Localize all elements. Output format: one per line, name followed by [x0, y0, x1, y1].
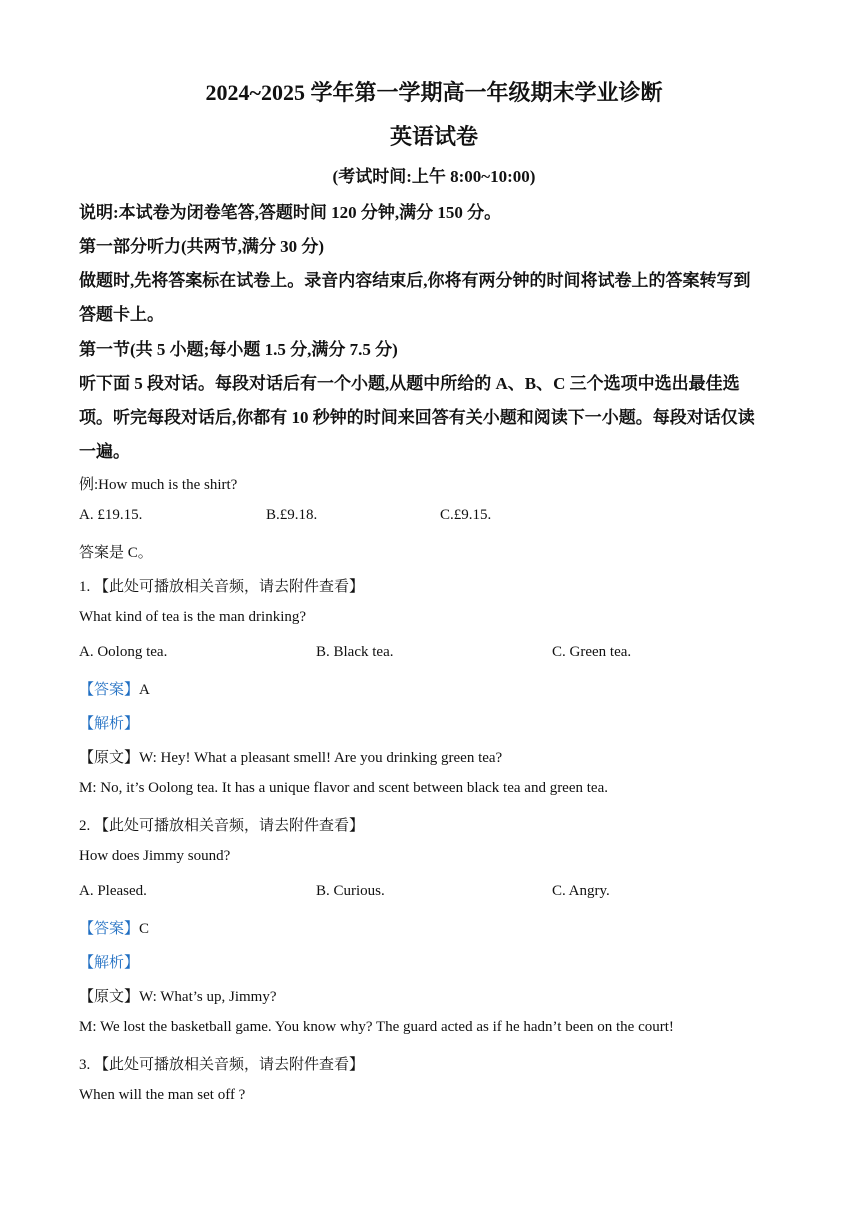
- exam-time: (考试时间:上午 8:00~10:00): [332, 167, 536, 186]
- question-2-answer: [79, 917, 784, 938]
- question-1-text: What kind of tea is the man drinking?: [79, 609, 307, 625]
- question-3-audio-header: 3. 【此处可播放相关音频，请去附件查看】: [79, 1057, 365, 1073]
- question-1-audio-header: 1. 【此处可播放相关音频，请去附件查看】: [79, 579, 365, 595]
- part1-description-line-2: 答题卡上。: [79, 305, 164, 324]
- exam-title: 2024~2025 学年第一学期高一年级期末学业诊断: [205, 80, 663, 105]
- exam-subject: 英语试卷: [389, 124, 478, 149]
- question-2-analysis-label: 【解析】: [79, 955, 140, 971]
- question-2-transcript-line-1: [79, 985, 784, 1006]
- example-option-b: B.£9.18.: [266, 507, 318, 523]
- example-answer: 答案是 C。: [79, 545, 153, 561]
- question-1-transcript-line-1: [79, 746, 784, 767]
- question-2-option-a: A. Pleased.: [79, 883, 147, 899]
- part1-title: 第一部分听力(共两节,满分 30 分): [79, 237, 325, 256]
- question-1-option-c: C. Green tea.: [552, 644, 632, 660]
- answer-label: 【答案】: [79, 682, 140, 698]
- transcript-label: 【原文】: [79, 750, 140, 766]
- exam-note: 说明:本试卷为闭卷笔答,答题时间 120 分钟,满分 150 分。: [79, 203, 502, 222]
- question-1-option-a: A. Oolong tea.: [79, 644, 168, 660]
- question-1-analysis-label: 【解析】: [79, 716, 140, 732]
- example-question: 例:How much is the shirt?: [79, 477, 238, 493]
- section1-title: 第一节(共 5 小题;每小题 1.5 分,满分 7.5 分): [79, 340, 398, 359]
- answer-value: A: [139, 682, 150, 698]
- example-option-c: C.£9.15.: [440, 507, 492, 523]
- question-2-option-c: C. Angry.: [552, 883, 610, 899]
- transcript-text: W: Hey! What a pleasant smell! Are you drinking green tea?: [139, 750, 503, 766]
- question-1-transcript-line-2: M: No, it’s Oolong tea. It has a unique flavor and scent between black tea and green tea.: [79, 780, 608, 796]
- transcript-text: W: What’s up, Jimmy?: [139, 989, 277, 1005]
- question-2-text: How does Jimmy sound?: [79, 848, 231, 864]
- question-2-option-b: B. Curious.: [316, 883, 385, 899]
- part1-description-line-1: 做题时,先将答案标在试卷上。录音内容结束后,你将有两分钟的时间将试卷上的答案转写到: [79, 271, 751, 290]
- answer-value: C: [139, 921, 150, 937]
- question-3-text: When will the man set off ?: [79, 1087, 246, 1103]
- example-option-a: A. £19.15.: [79, 507, 143, 523]
- question-1-option-b: B. Black tea.: [316, 644, 394, 660]
- answer-label: 【答案】: [79, 921, 140, 937]
- question-2-transcript-line-2: M: We lost the basketball game. You know why? The guard acted as if he hadn’t been on the court!: [79, 1019, 674, 1035]
- question-2-audio-header: 2. 【此处可播放相关音频，请去附件查看】: [79, 818, 365, 834]
- section1-description-line-2: 项。听完每段对话后,你都有 10 秒钟的时间来回答有关小题和阅读下一小题。每段对话仅读: [79, 408, 755, 427]
- transcript-label: 【原文】: [79, 989, 140, 1005]
- section1-description-line-3: 一遍。: [79, 442, 130, 461]
- section1-description-line-1: 听下面 5 段对话。每段对话后有一个小题,从题中所给的 A、B、C 三个选项中选出最佳选: [79, 374, 740, 393]
- question-1-answer: [79, 678, 784, 699]
